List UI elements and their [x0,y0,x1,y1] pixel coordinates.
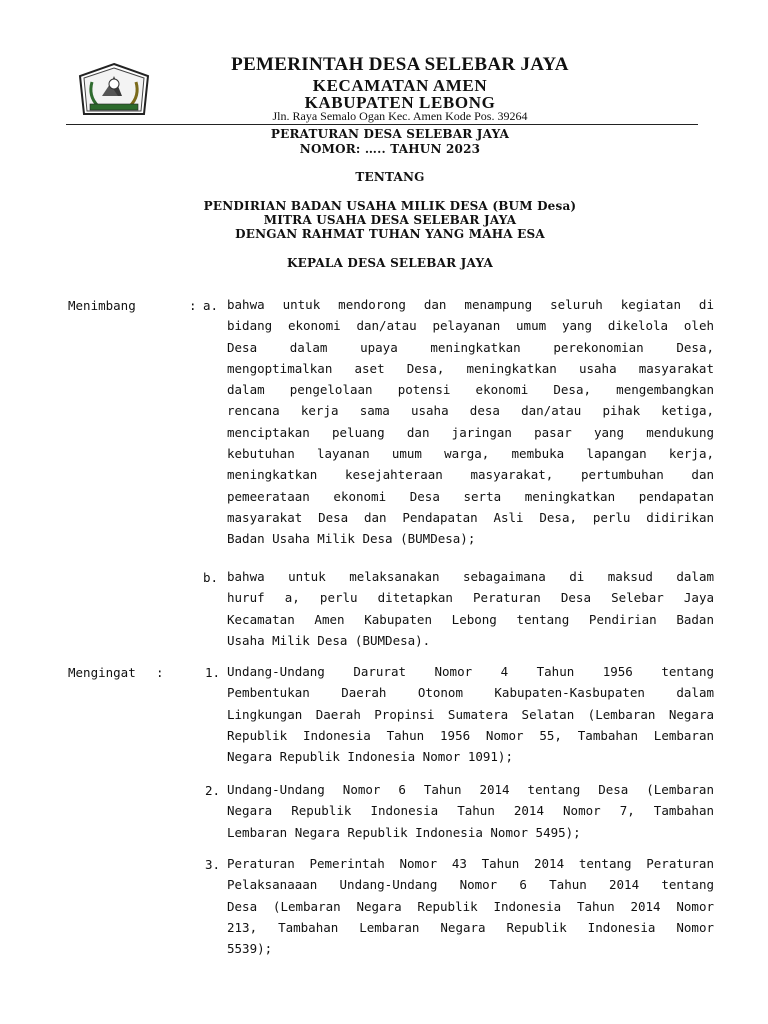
regulation-number: NOMOR: ….. TAHUN 2023 [299,142,481,156]
text-line: Pembentukan Daerah Otonom Kabupaten-Kasbupaten dalam [227,685,714,701]
text-line: bidang ekonomi dan/atau pelayanan umum yang dikelola oleh [227,318,714,334]
text-line: Undang-Undang Nomor 6 Tahun 2014 tentang Desa (Lembaran [227,782,714,797]
text-line: Kecamatan Amen Kabupaten Lebong tentang Pendirian Badan [227,611,714,627]
item-marker: 1. [205,665,221,680]
text-line: pemeerataan ekonomi Desa serta meningkatkan pendapatan [227,488,714,504]
text-line: Desa dalam upaya meningkatkan perekonomian Desa, [227,339,714,355]
item-marker: 3. [205,857,221,872]
recalling-item-2 [227,779,714,843]
text-line: Negara Republik Indonesia Tahun 2014 Nomor 7, Tambahan [227,803,714,819]
item-marker: b. [203,570,219,585]
text-line: Desa (Lembaran Negara Republik Indonesia Tahun 2014 Nomor [227,898,714,914]
text-line: mengoptimalkan aset Desa, meningkatkan usaha masyarakat [227,360,714,376]
issuer-heading: KEPALA DESA SELEBAR JAYA [287,256,493,270]
menimbang-colon: : [189,298,197,313]
text-line: 213, Tambahan Lembaran Negara Republik Indonesia Nomor [227,919,714,935]
text-line: huruf a, perlu ditetapkan Peraturan Desa Selebar Jaya [227,590,714,606]
text-line: Usaha Milik Desa (BUMDesa). [227,632,431,648]
text-line: bahwa untuk melaksanakan sebagaimana di maksud dalam [227,569,714,584]
recalling-item-1 [227,661,714,767]
considering-item-b [227,566,714,651]
text-line: Pelaksanaaan Undang-Undang Nomor 6 Tahun 2014 tentang [227,877,714,893]
text-line: masyarakat Desa dan Pendapatan Asli Desa, perlu didirikan [227,509,714,525]
mengingat-label: Mengingat [68,665,136,680]
text-line: Negara Republik Indonesia Nomor 1091); [227,749,513,765]
recalling-item-3 [227,853,714,959]
text-line: rencana kerja sama usaha desa dan/atau pihak ketiga, [227,403,714,419]
menimbang-label: Menimbang [68,298,136,313]
subject-line-2: MITRA USAHA DESA SELEBAR JAYA [263,213,517,227]
subject-line-3: DENGAN RAHMAT TUHAN YANG MAHA ESA [235,227,545,241]
item-marker: a. [203,298,219,313]
text-line: bahwa untuk mendorong dan menampung seluruh kegiatan di [227,297,714,312]
subject-line-1: PENDIRIAN BADAN USAHA MILIK DESA (BUM Desa) [203,199,577,213]
letterhead-government: PEMERINTAH DESA SELEBAR JAYA [231,54,569,75]
mengingat-colon: : [156,665,164,680]
letterhead-divider [66,124,698,125]
text-line: Lingkungan Daerah Propinsi Sumatera Selatan (Lembaran Negara [227,706,714,722]
text-line: Peraturan Pemerintah Nomor 43 Tahun 2014 tentang Peraturan [227,856,714,871]
considering-item-a [227,294,714,550]
text-line: dalam pengelolaan potensi ekonomi Desa, mengembangkan [227,382,714,398]
text-line: Undang-Undang Darurat Nomor 4 Tahun 1956 tentang [227,664,714,679]
text-line: Republik Indonesia Tahun 1956 Nomor 55, Tambahan Lembaran [227,727,714,743]
text-line: menciptakan peluang dan jaringan pasar yang mendukung [227,424,714,440]
text-line: Badan Usaha Milik Desa (BUMDesa); [227,531,476,547]
text-line: kebutuhan layanan umum warga, membuka lapangan kerja, [227,446,714,462]
letterhead-regency: KABUPATEN LEBONG [304,93,496,112]
letterhead-address: Jln. Raya Semalo Ogan Kec. Amen Kode Pos. 39264 [272,109,528,123]
text-line: meningkatkan kesejahteraan masyarakat, pertumbuhan dan [227,467,714,483]
about-heading: TENTANG [355,170,425,184]
regulation-title: PERATURAN DESA SELEBAR JAYA [270,127,510,141]
lebong-regency-emblem-icon [76,62,152,120]
item-marker: 2. [205,783,221,798]
text-line: 5539); [227,941,273,957]
text-line: Lembaran Negara Republik Indonesia Nomor 5495); [227,824,581,840]
letterhead-district: KECAMATAN AMEN [312,76,488,95]
